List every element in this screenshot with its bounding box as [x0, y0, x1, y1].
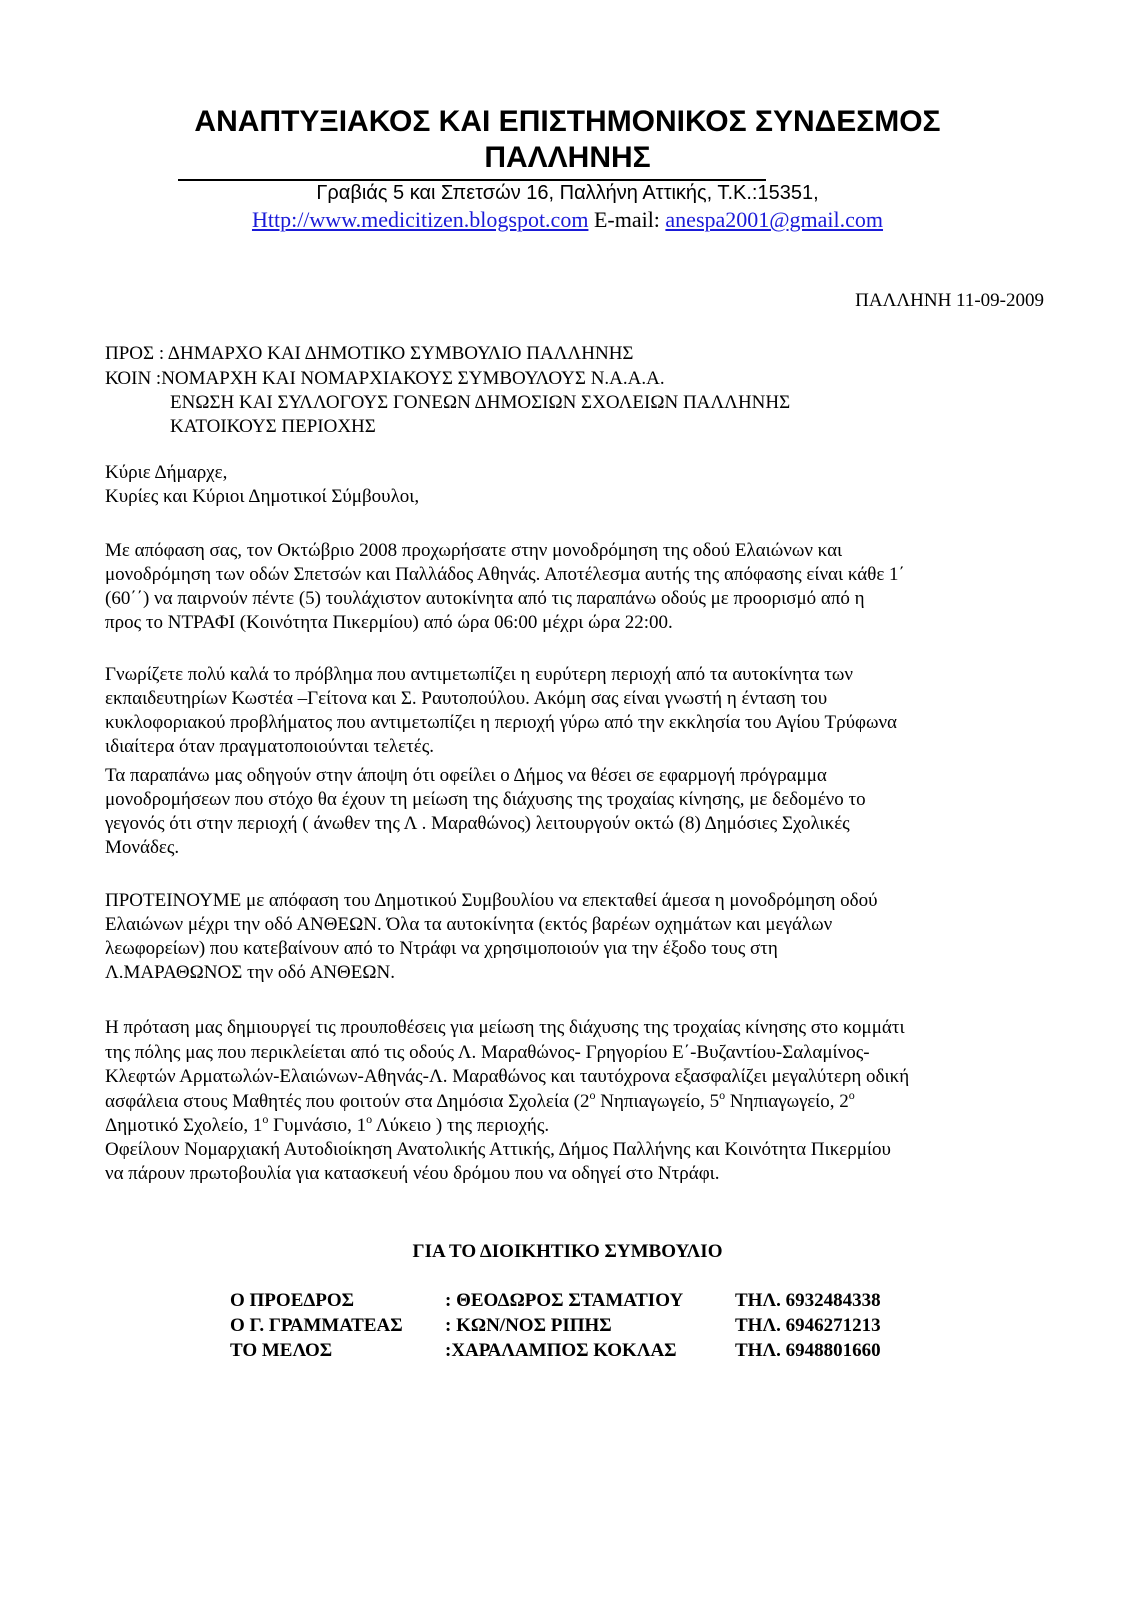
- paragraph-decision: [105, 539, 1040, 635]
- text-line: Μονάδες.: [105, 837, 180, 858]
- board-heading: ΓΙΑ ΤΟ ΔΙΟΙΚΗΤΙΚΟ ΣΥΜΒΟΥΛΙΟ: [412, 1241, 723, 1262]
- text-line: Κλεφτών Αρματωλών-Ελαιώνων-Αθηνάς-Λ. Μαραθώνος και ταυτόχρονα εξασφαλίζει μεγαλύτερη οδική: [105, 1066, 910, 1087]
- paragraph-problem: [105, 663, 1040, 759]
- signatory-phone: ΤΗΛ. 6932484338: [735, 1290, 881, 1311]
- text-line: Με απόφαση σας, τον Οκτώβριο 2008 προχωρήσατε στην μονοδρόμηση της οδού Ελαιώνων και: [105, 540, 843, 561]
- recipient-cc-parents: ΕΝΩΣΗ ΚΑΙ ΣΥΛΛΟΓΟΥΣ ΓΟΝΕΩΝ ΔΗΜΟΣΙΩΝ ΣΧΟΛΕΙΩΝ ΠΑΛΛΗΝΗΣ: [170, 392, 791, 413]
- paragraph-responsibility: [105, 1138, 1040, 1186]
- text-line: προς το ΝΤΡΑΦΙ (Κοινότητα Πικερμίου) από ώρα 06:00 μέχρι ώρα 22:00.: [105, 612, 673, 633]
- text-line: μονοδρομήσεων που στόχο θα έχουν τη μείωση της διάχυσης της τροχαίας κίνησης, με δεδομένο το: [105, 789, 866, 810]
- text-line: κυκλοφοριακού προβλήματος που αντιμετωπίζει η περιοχή γύρω από την εκκλησία του Αγίου Τρύφωνα: [105, 712, 898, 733]
- text-line: γεγονός ότι στην περιοχή ( άνωθεν της Λ . Μαραθώνος) λειτουργούν οκτώ (8) Δημόσιες Σχολικές: [105, 813, 850, 834]
- text-line: Δημοτικό Σχολείο, $1^o$ Γυμνάσιο, $1^o$ Λύκειο ) της περιοχής.: [105, 1112, 550, 1136]
- text-line: Λ.ΜΑΡΑΘΩΝΟΣ την οδό ΑΝΘΕΩΝ.: [105, 962, 395, 983]
- website-link[interactable]: Http://www.medicitizen.blogspot.com: [251, 207, 589, 232]
- text-line: Γνωρίζετε πολύ καλά το πρόβλημα που αντιμετωπίζει η ευρύτερη περιοχή από τα αυτοκίνητα των: [105, 664, 853, 685]
- paragraph-benefits: [105, 1016, 1040, 1139]
- recipient-to: ΠΡΟΣ : ΔΗΜΑΡΧΟ ΚΑΙ ΔΗΜΟΤΙΚΟ ΣΥΜΒΟΥΛΙΟ ΠΑΛΛΗΝΗΣ: [105, 343, 634, 364]
- text-line: ιδιαίτερα όταν πραγματοποιούνται τελετές.: [105, 736, 435, 757]
- signatory-name: : ΚΩΝ/ΝΟΣ ΡΙΠΗΣ: [445, 1315, 612, 1336]
- signatory-name: :ΧΑΡΑΛΑΜΠΟΣ ΚΟΚΛΑΣ: [445, 1340, 677, 1361]
- text-line: ΠΡΟΤΕΙΝΟΥΜΕ με απόφαση του Δημοτικού Συμβουλίου να επεκταθεί άμεσα η μονοδρόμηση οδού: [105, 890, 878, 911]
- text-line: Οφείλουν Νομαρχιακή Αυτοδιοίκηση Ανατολικής Αττικής, Δήμος Παλλήνης και Κοινότητα Πικερμίου: [105, 1139, 891, 1160]
- recipient-cc: ΚΟΙΝ :ΝΟΜΑΡΧΗ ΚΑΙ ΝΟΜΑΡΧΙΑΚΟΥΣ ΣΥΜΒΟΥΛΟΥΣ Ν.Α.Α.Α.: [105, 368, 665, 389]
- signatory-phone: ΤΗΛ. 6946271213: [735, 1315, 881, 1336]
- email-link[interactable]: anespa2001@gmail.com: [665, 207, 884, 232]
- signatory-phone: ΤΗΛ. 6948801660: [735, 1340, 881, 1361]
- text-line: της πόλης μας που περικλείεται από τις οδούς Λ. Μαραθώνος- Γρηγορίου Ε΄-Βυζαντίου-Σαλαμίνος-: [105, 1041, 870, 1063]
- organization-address: Γραβιάς 5 και Σπετσών 16, Παλλήνη Αττικής, Τ.Κ.:15351,: [316, 182, 819, 204]
- text-line: ασφάλεια στους Μαθητές που φοιτούν στα Δημόσια Σχολεία ($2^o$ Νηπιαγωγείο, $5^o$ Νηπιαγωγείο, $2^o$: [105, 1087, 855, 1112]
- signatory-role: Ο Γ. ΓΡΑΜΜΑΤΕΑΣ: [230, 1315, 403, 1336]
- text-line: μονοδρόμηση των οδών Σπετσών και Παλλάδος Αθηνάς. Αποτέλεσμα αυτής της απόφασης είναι κάθε 1΄: [105, 564, 905, 585]
- email-label: E-mail:: [593, 207, 660, 232]
- text-line: εκπαιδευτηρίων Κωστέα –Γείτονα και Σ. Ραυτοπούλου. Ακόμη σας είναι γνωστή η ένταση του: [105, 688, 828, 709]
- salutation: [105, 461, 1040, 509]
- organization-city: ΠΑΛΛΗΝΗΣ: [484, 141, 651, 174]
- text-line: να πάρουν πρωτοβουλία για κατασκευή νέου δρόμου που να οδηγεί στο Ντράφι.: [105, 1163, 720, 1184]
- recipient-cc-residents: ΚΑΤΟΙΚΟΥΣ ΠΕΡΙΟΧΗΣ: [170, 416, 376, 437]
- salutation-line: Κυρίες και Κύριοι Δημοτικοί Σύμβουλοι,: [105, 486, 420, 507]
- text-line: Τα παραπάνω μας οδηγούν στην άποψη ότι οφείλει ο Δήμος να θέσει σε εφαρμογή πρόγραμμα: [105, 765, 827, 786]
- letter-date: ΠΑΛΛΗΝΗ 11-09-2009: [855, 290, 1044, 311]
- signatory-role: ΤΟ ΜΕΛΟΣ: [230, 1340, 333, 1361]
- text-line: Η πρόταση μας δημιουργεί τις προυποθέσεις για μείωση της διάχυσης της τροχαίας κίνησης στο κομμάτι: [105, 1017, 905, 1038]
- text-line: λεωφορείων) που κατεβαίνουν από το Ντράφι να χρησιμοποιούν για την έξοδο τους στη: [105, 938, 778, 959]
- paragraph-proposal: [105, 889, 1040, 985]
- contact-line: [120, 206, 1015, 234]
- signatory-name: : ΘΕΟΔΩΡΟΣ ΣΤΑΜΑΤΙΟΥ: [445, 1290, 684, 1311]
- text-line: Ελαιώνων μέχρι την οδό ΑΝΘΕΩΝ. Όλα τα αυτοκίνητα (εκτός βαρέων οχημάτων και μεγάλων: [105, 914, 833, 935]
- paragraph-reasoning: [105, 764, 1040, 860]
- salutation-line: Κύριε Δήμαρχε,: [105, 462, 228, 483]
- text-line: (60΄΄) να παιρνούν πέντε (5) τουλάχιστον αυτοκίνητα από τις παραπάνω οδούς με προορισμό από η: [105, 588, 865, 609]
- signatory-role: Ο ΠΡΟΕΔΡΟΣ: [230, 1290, 355, 1311]
- organization-name: ΑΝΑΠΤΥΞΙΑΚΟΣ ΚΑΙ ΕΠΙΣΤΗΜΟΝΙΚΟΣ ΣΥΝΔΕΣΜΟΣ: [194, 105, 941, 138]
